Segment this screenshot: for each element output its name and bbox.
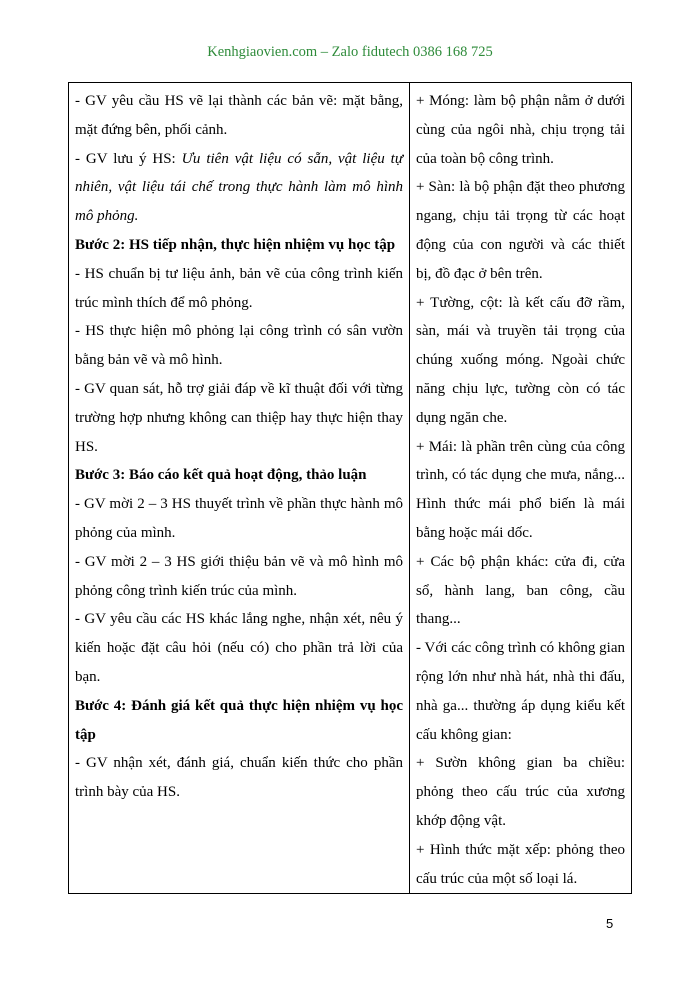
paragraph bbox=[75, 145, 403, 231]
paragraph: - GV mời 2 – 3 HS thuyết trình về phần thực hành mô phỏng của mình. bbox=[75, 496, 403, 541]
header-site: Kenhgiaovien.com bbox=[207, 44, 318, 60]
note-prefix: - GV lưu ý HS: bbox=[75, 150, 182, 167]
list-item: + Sườn không gian ba chiều: phỏng theo cấu trúc của xương khớp động vật. bbox=[416, 755, 625, 829]
paragraph: - GV mời 2 – 3 HS giới thiệu bản vẽ và mô hình mô phỏng công trình kiến trúc của mình. bbox=[75, 553, 403, 599]
list-item: - Với các công trình có không gian rộng lớn như nhà hát, nhà thi đấu, nhà ga... thường áp dụng kiểu kết cấu không gian: bbox=[416, 640, 625, 743]
content-table bbox=[68, 82, 632, 894]
paragraph: - GV quan sát, hỗ trợ giải đáp về kĩ thuật đối với từng trường hợp nhưng không can thiệp hay thực hiện thay HS. bbox=[75, 380, 403, 455]
list-item: + Tường, cột: là kết cấu đỡ rầm, sàn, mái và truyền tải trọng của chúng xuống móng. Ngoài chức năng chịu lực, tường còn có tác dụng ngăn che. bbox=[416, 294, 625, 426]
paragraph: - HS chuẩn bị tư liệu ảnh, bản vẽ của công trình kiến trúc mình thích để mô phỏng. bbox=[75, 265, 403, 311]
paragraph: - GV nhận xét, đánh giá, chuẩn kiến thức cho phần trình bày của HS. bbox=[75, 755, 403, 801]
paragraph: - GV yêu cầu các HS khác lắng nghe, nhận xét, nêu ý kiến hoặc đặt câu hỏi (nếu có) cho phần trả lời của bạn. bbox=[75, 611, 403, 685]
right-column bbox=[410, 83, 632, 894]
note-italic: Ưu tiên vật liệu có sẵn, vật liệu tự nhiên, vật liệu tái chế trong thực hành làm mô hình mô phỏng. bbox=[75, 150, 404, 225]
list-item: + Các bộ phận khác: cửa đi, cửa sổ, hành lang, ban công, cầu thang... bbox=[416, 553, 625, 628]
table-row bbox=[69, 83, 632, 894]
step-heading: Bước 4: Đánh giá kết quả thực hiện nhiệm vụ học tập bbox=[75, 697, 403, 743]
page-number: 5 bbox=[606, 916, 614, 931]
list-item: + Hình thức mặt xếp: phỏng theo cấu trúc của một số loại lá. bbox=[416, 841, 625, 887]
list-item: + Sàn: là bộ phận đặt theo phương ngang, chịu tải trọng từ các hoạt động của con người và các thiết bị, đồ đạc ở bên trên. bbox=[416, 179, 625, 282]
paragraph: - HS thực hiện mô phỏng lại công trình có sân vườn bằng bản vẽ và mô hình. bbox=[75, 323, 403, 369]
list-item: + Móng: làm bộ phận nằm ở dưới cùng của ngôi nhà, chịu trọng tải của toàn bộ công trình. bbox=[416, 93, 625, 167]
list-item: + Mái: là phần trên cùng của công trình, có tác dụng che mưa, nắng... Hình thức mái phổ biến là mái bằng hoặc mái dốc. bbox=[416, 438, 625, 541]
paragraph: - GV yêu cầu HS vẽ lại thành các bản vẽ: mặt bằng, mặt đứng bên, phối cảnh. bbox=[75, 93, 403, 138]
left-column bbox=[69, 83, 410, 894]
step-heading: Bước 2: HS tiếp nhận, thực hiện nhiệm vụ học tập bbox=[75, 236, 396, 253]
step-heading: Bước 3: Báo cáo kết quả hoạt động, thảo luận bbox=[75, 467, 367, 484]
header-separator: – bbox=[320, 44, 329, 60]
header-contact: Zalo fidutech 0386 168 725 bbox=[331, 44, 493, 60]
page-header bbox=[0, 44, 700, 61]
